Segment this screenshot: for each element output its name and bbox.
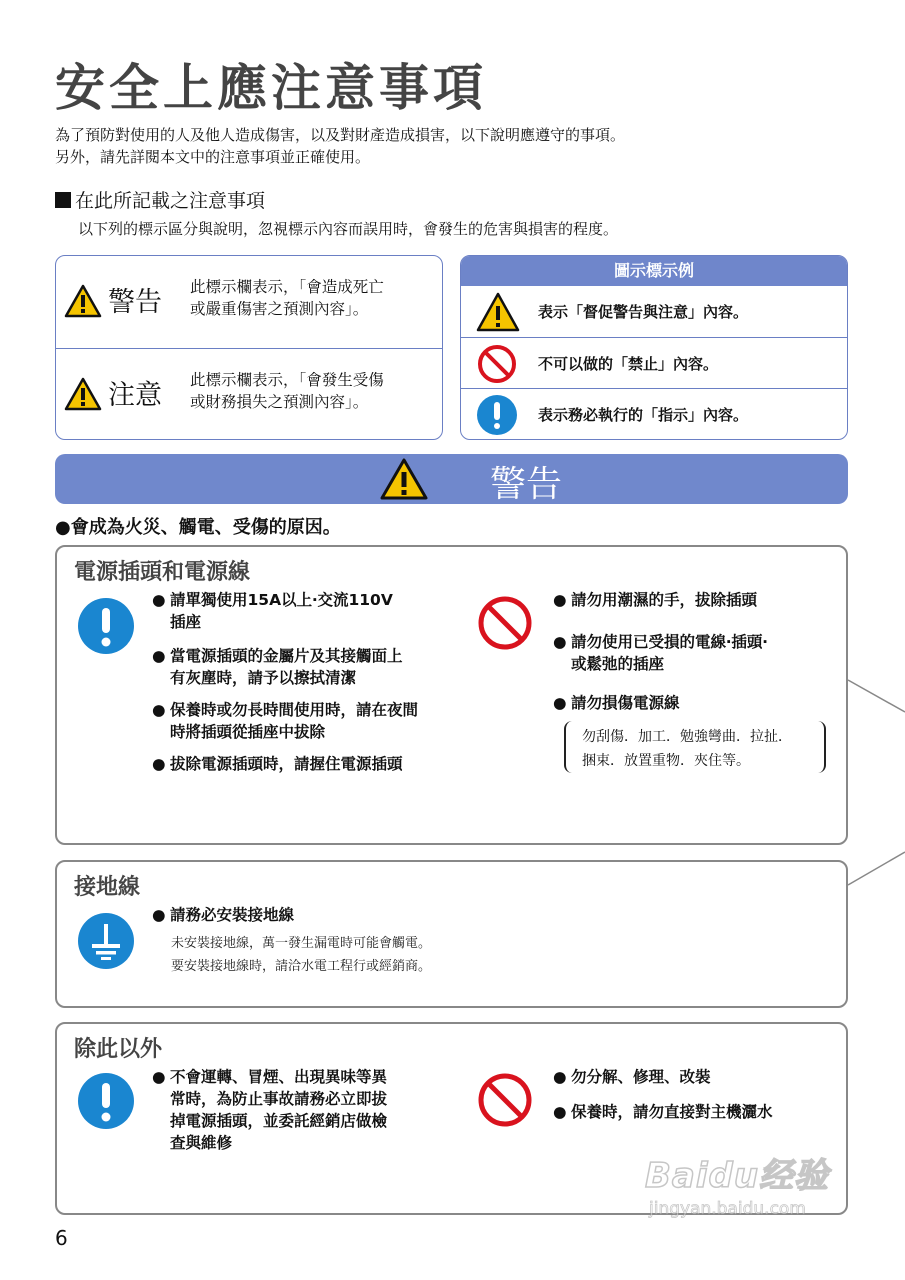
prohibit-item: ● 勿分解、修理、改裝 [553,1066,711,1088]
must-item: ● 不會運轉、冒煙、出現異味等異 常時，為防止事故請務必立即拔 掉電源插頭，並委託經銷店做檢 查與維修 [152,1066,387,1154]
section-title: 除此以外 [74,1037,163,1062]
ground-note [171,932,431,978]
note-line: 捆束．放置重物．夾住等。 [582,753,750,769]
note-line: 勿刮傷．加工．勉強彎曲．拉扯． [582,729,792,745]
section-title: 接地線 [74,875,141,900]
must-item: ● 請務必安裝接地線 [152,904,294,926]
severity-description: 此標示欄表示，「會發生受傷 或財務損失之預測內容」。 [190,371,384,411]
watermark-url: jingyan.baidu.com [649,1199,806,1219]
section-heading-text: 在此所記載之注意事項 [75,190,266,212]
ground-wire-section [55,860,848,1008]
intro-line-1: 為了預防對使用的人及他人造成傷害，以及對財產造成損害，以下說明應遵守的事項。 [55,126,626,144]
banner-word: 警告 [490,464,563,505]
symbol-legend-header: 圖示標示例 [461,256,847,286]
mandatory-exclamation-icon [77,1072,135,1130]
intro-line-2: 另外，請先詳閱本文中的注意事項並正確使用。 [55,148,371,166]
watermark-brand: Baidu经验 [645,1156,830,1196]
severity-description: 此標示欄表示，「會造成死亡 或嚴重傷害之預測內容」。 [190,278,384,318]
prohibition-icon [477,1072,533,1128]
prohibit-item: ● 請勿使用已受損的電線‧插頭‧ 或鬆弛的插座 [553,631,768,675]
page-number: 6 [55,1226,68,1250]
symbol-text: 表示「督促警告與注意」內容。 [538,303,749,321]
cause-statement: ●會成為火災、觸電、受傷的原因。 [55,517,341,538]
section-description: 以下列的標示區分與說明，忽視標示內容而誤用時，會發生的危害與損害的程度。 [78,220,619,238]
severity-word: 注意 [108,380,162,411]
prohibit-item: ● 保養時，請勿直接對主機灑水 [553,1101,773,1123]
must-item: ● 請單獨使用15A以上‧交流110V 插座 [152,589,393,633]
must-item: ● 當電源插頭的金屬片及其接觸面上 有灰塵時，請予以擦拭清潔 [152,645,403,689]
damage-examples-note [564,721,826,773]
must-item: ● 保養時或勿長時間使用時，請在夜間 時將插頭從插座中拔除 [152,699,418,743]
prohibit-item: ● 請勿損傷電源線 [553,692,680,714]
symbol-text: 表示務必執行的「指示」內容。 [538,406,749,424]
note-line: 要安裝接地線時，請洽水電工程行或經銷商。 [171,959,432,974]
symbol-text: 不可以做的「禁止」內容。 [538,355,719,373]
power-cord-section [55,545,848,845]
section-title: 電源插頭和電源線 [74,560,251,585]
severity-word: 警告 [108,287,162,318]
prohibition-icon [477,595,533,651]
note-line: 未安裝接地線，萬一發生漏電時可能會觸電。 [171,936,432,951]
prohibit-item: ● 請勿用潮濕的手，拔除插頭 [553,589,757,611]
ground-symbol-icon [77,912,135,970]
baidu-watermark [645,1148,829,1219]
mandatory-exclamation-icon [77,597,135,655]
page-title: 安全上應注意事項 [55,59,487,117]
must-item: ● 拔除電源插頭時，請握住電源插頭 [152,753,403,775]
